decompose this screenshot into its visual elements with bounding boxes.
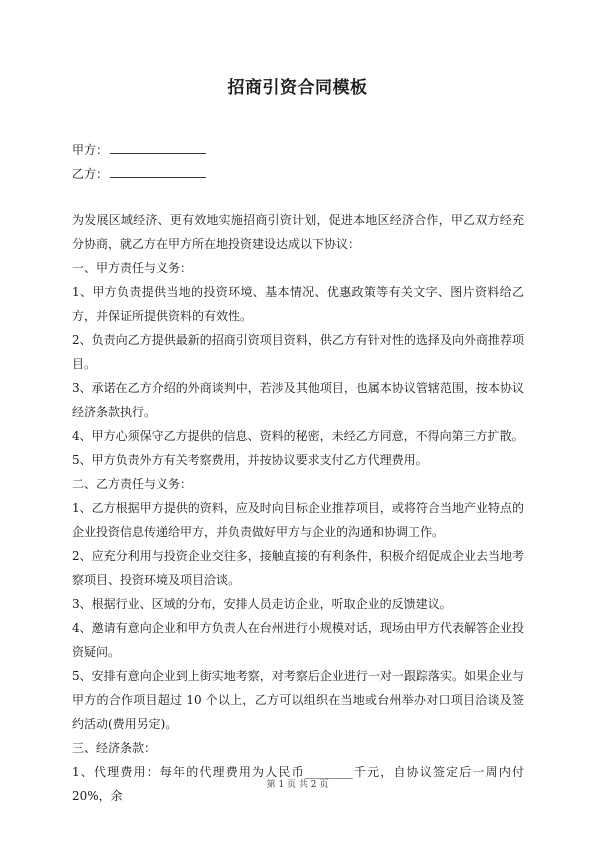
paragraph: 4、邀请有意向企业和甲方负责人在台州进行小规模对话，现场由甲方代表解答企业投资疑问。 (72, 621, 524, 659)
party-b-line (72, 165, 206, 182)
paragraph: 2、负责向乙方提供最新的招商引资项目资料，供乙方有针对性的选择及向外商推荐项目。 (72, 333, 524, 371)
section-heading: 三、经济条款： (72, 741, 157, 755)
paragraph: 4、甲方心须保守乙方提供的信息、资料的秘密，未经乙方同意，不得向第三方扩散。 (72, 429, 524, 443)
party-b-blank (110, 165, 206, 178)
paragraph: 1、甲方负责提供当地的投资环境、基本情况、优惠政策等有关文字、图片资料给乙方，并保证所提供资料的有效性。 (72, 285, 524, 323)
paragraph: 3、承诺在乙方介绍的外商谈判中，若涉及其他项目，也属本协议管辖范围，按本协议经济条款执行。 (72, 381, 524, 419)
page-footer: 第 1 页 共 2 页 (266, 780, 329, 790)
party-a-label: 甲方： (72, 143, 109, 157)
paragraph: 1、乙方根据甲方提供的资料，应及时向目标企业推荐项目，或将符合当地产业特点的企业投资信息传递给甲方，并负责做好甲方与企业的沟通和协调工作。 (72, 501, 524, 539)
paragraph: 2、应充分利用与投资企业交往多，接触直接的有利条件，积极介绍促成企业去当地考察项目、投资环境及项目洽谈。 (72, 549, 524, 587)
party-b-label: 乙方： (72, 167, 109, 181)
paragraph: 5、安排有意向企业到上街实地考察，对考察后企业进行一对一跟踪落实。如果企业与甲方的合作项目超过 10 个以上，乙方可以组织在当地或台州举办对口项目洽谈及签约活动(费用另定)。 (72, 669, 524, 731)
section-heading: 一、甲方责任与义务： (72, 261, 193, 275)
party-a-line (72, 141, 206, 158)
section-heading: 二、乙方责任与义务： (72, 477, 193, 491)
paragraph: 为发展区域经济、更有效地实施招商引资计划，促进本地区经济合作，甲乙双方经充分协商，就乙方在甲方所在地投资建设达成以下协议： (72, 213, 524, 251)
contract-body (72, 208, 524, 808)
paragraph: 1、代理费用：每年的代理费用为人民币________千元，自协议签定后一周内付 20%，余 (72, 765, 524, 803)
document-title: 招商引资合同模板 (227, 78, 368, 98)
paragraph: 5、甲方负责外方有关考察费用，并按协议要求支付乙方代理费用。 (72, 453, 428, 467)
paragraph: 3、根据行业、区域的分布，安排人员走访企业，听取企业的反馈建议。 (72, 597, 452, 611)
party-a-blank (110, 141, 206, 154)
